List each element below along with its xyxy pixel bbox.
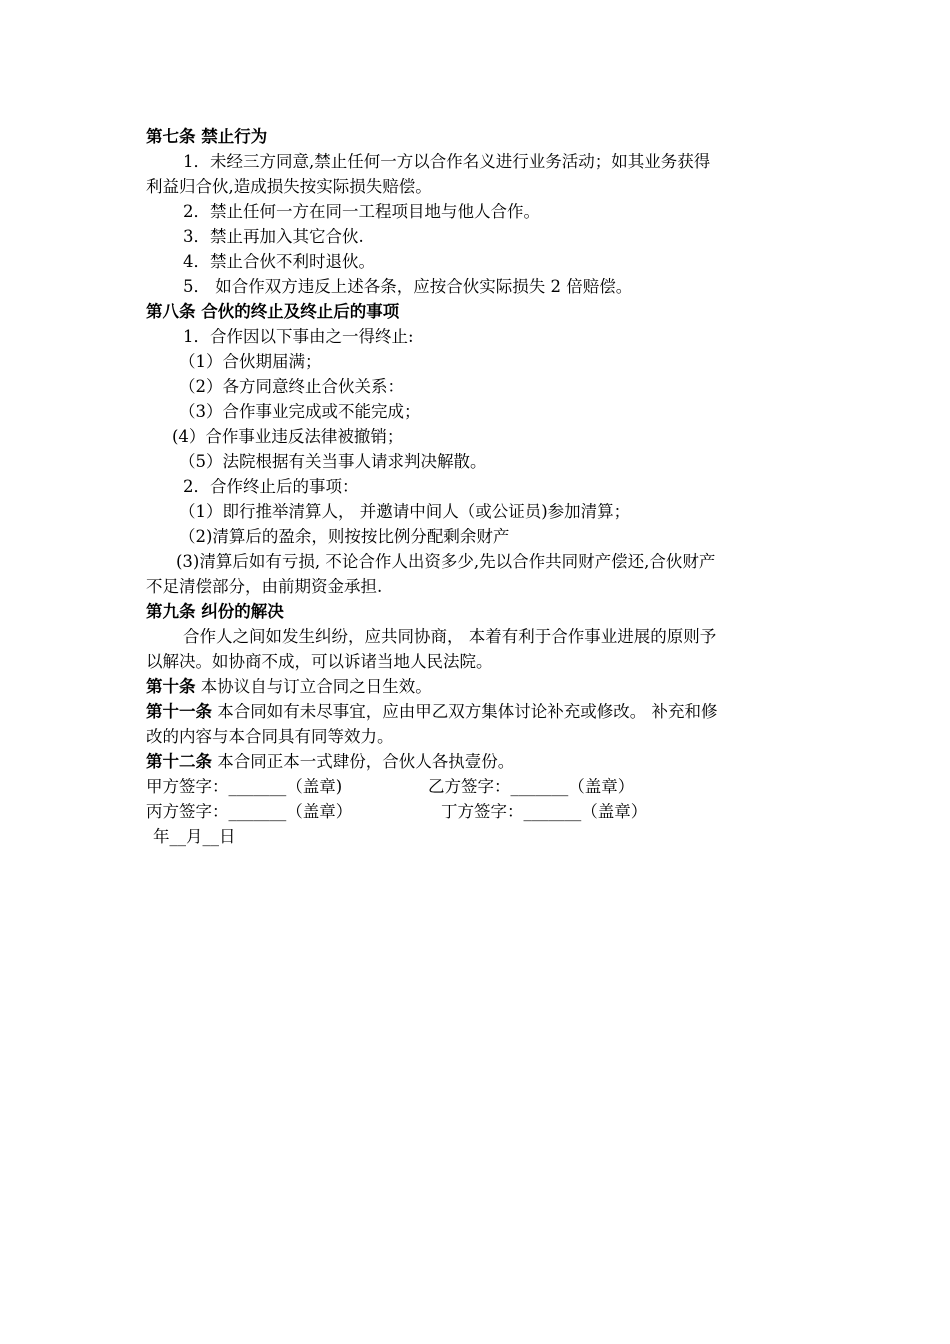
article-9-title: 第九条 纠份的解决: [146, 602, 284, 621]
signature-d: 丁方签字：_______（盖章）: [441, 802, 648, 821]
article-8-after-3-cont: 不足清偿部分，由前期资金承担.: [146, 577, 383, 596]
article-11-cont: 改的内容与本合同具有同等效力。: [146, 727, 394, 746]
article-8-sub-5: （5）法院根据有关当事人请求判决解散。: [179, 452, 487, 471]
article-7-item-2: 2．禁止任何一方在同一工程项目地与他人合作。: [183, 202, 540, 221]
article-8-item-1: 1．合作因以下事由之一得终止:: [183, 327, 414, 346]
article-7-item-1: 1．未经三方同意,禁止任何一方以合作名义进行业务活动；如其业务获得: [183, 152, 711, 171]
article-11: [146, 699, 718, 724]
article-7-item-1-cont: 利益归合伙,造成损失按实际损失赔偿。: [146, 177, 432, 196]
article-11-text: 本合同如有未尽事宜，应由甲乙双方集体讨论补充或修改。 补充和修: [212, 702, 718, 721]
signature-b: 乙方签字：_______（盖章）: [428, 777, 635, 796]
article-12-text: 本合同正本一式肆份，合伙人各执壹份。: [212, 752, 515, 771]
article-7-title: 第七条 禁止行为: [146, 127, 268, 146]
article-11-label: 第十一条: [146, 702, 212, 721]
signature-date: 年__月__日: [153, 827, 236, 846]
article-10: [146, 674, 432, 699]
article-8-after-3: (3)清算后如有亏损, 不论合作人出资多少,先以合作共同财产偿还,合伙财产: [176, 552, 716, 571]
article-10-label: 第十条: [146, 677, 196, 696]
signature-c: 丙方签字：_______（盖章）: [146, 802, 353, 821]
article-8-after-2: （2)清算后的盈余，则按按比例分配剩余财产: [179, 527, 510, 546]
article-8-title: 第八条 合伙的终止及终止后的事项: [146, 302, 400, 321]
article-10-text: 本协议自与订立合同之日生效。: [195, 677, 432, 696]
article-7-item-5: 5． 如合作双方违反上述各条，应按合伙实际损失 2 倍赔偿。: [183, 277, 633, 296]
article-8-sub-1: （1）合伙期届满；: [179, 352, 322, 371]
article-8-sub-2: （2）各方同意终止合伙关系：: [179, 377, 404, 396]
article-9-text: 合作人之间如发生纠纷，应共同协商， 本着有利于合作事业进展的原则予: [183, 627, 717, 646]
article-8-sub-4: (4）合作事业违反法律被撤销；: [172, 427, 404, 446]
article-12: [146, 749, 514, 774]
article-9-text-cont: 以解决。如协商不成，可以诉诸当地人民法院。: [146, 652, 493, 671]
article-8-item-2: 2．合作终止后的事项：: [183, 477, 359, 496]
signature-a: 甲方签字：_______（盖章): [146, 777, 343, 796]
article-8-sub-3: （3）合作事业完成或不能完成；: [179, 402, 421, 421]
article-7-item-3: 3．禁止再加入其它合伙.: [183, 227, 364, 246]
article-8-after-1: （1）即行推举清算人， 并邀请中间人（或公证员)参加清算；: [179, 502, 631, 521]
article-12-label: 第十二条: [146, 752, 212, 771]
article-7-item-4: 4．禁止合伙不利时退伙。: [183, 252, 375, 271]
